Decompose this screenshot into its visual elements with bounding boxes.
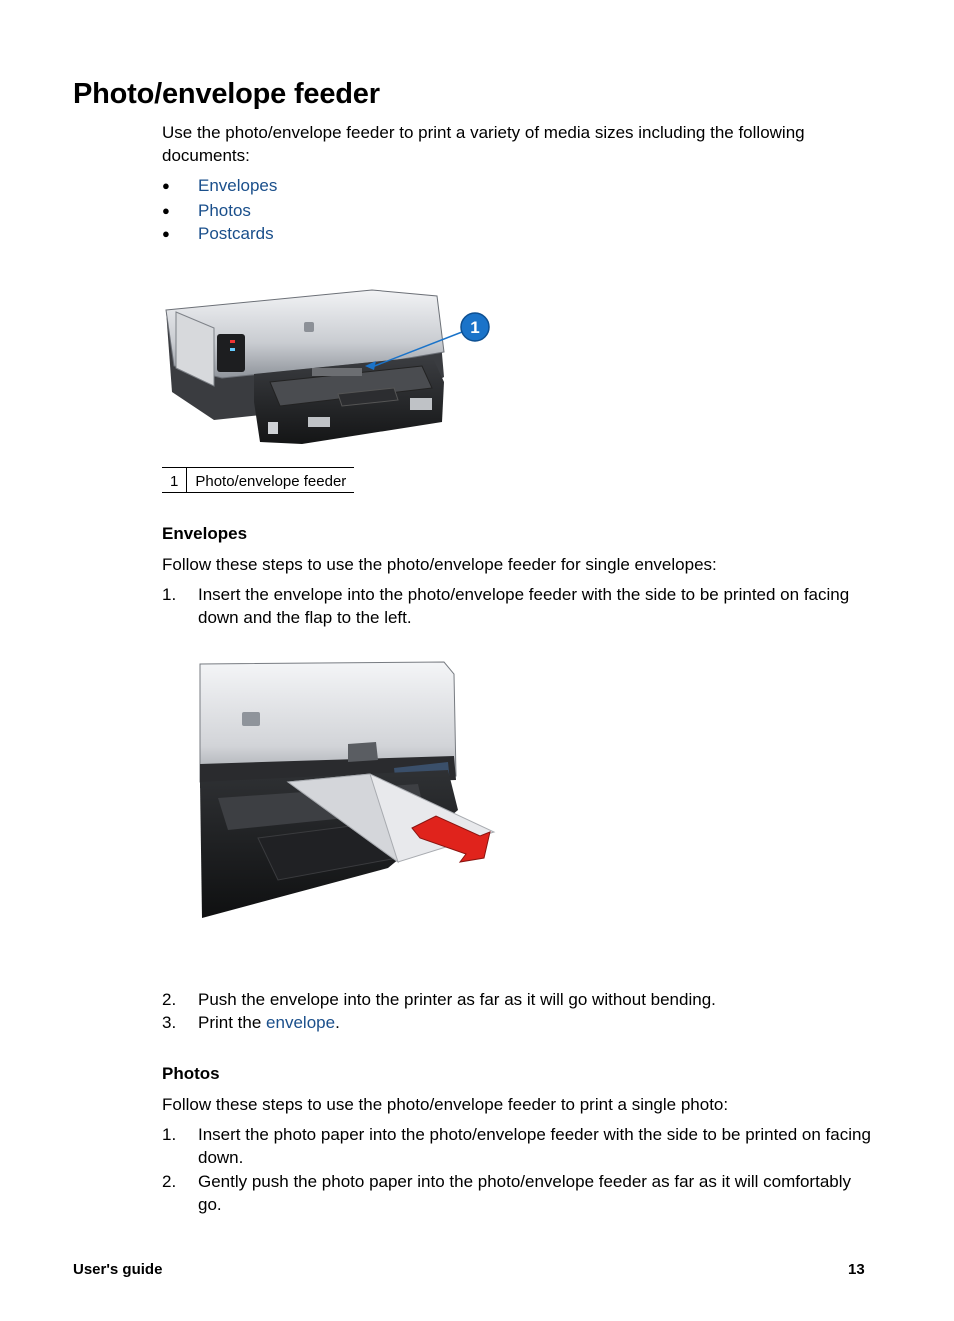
postcards-link[interactable]: Postcards (198, 224, 274, 243)
photo-step-1 (162, 1123, 872, 1169)
callout-badge-icon (459, 311, 491, 343)
envelope-step-2 (162, 988, 872, 1011)
photos-intro: Follow these steps to use the photo/envelope feeder to print a single photo: (162, 1095, 729, 1114)
photos-link[interactable]: Photos (198, 201, 251, 220)
step-text: Push the envelope into the printer as far as it will go without bending. (198, 990, 716, 1009)
step-text: Insert the envelope into the photo/envelope feeder with the side to be printed on facing down and the flap to the left. (198, 585, 850, 627)
page-title: Photo/envelope feeder (73, 78, 380, 110)
media-list (162, 174, 277, 245)
envelopes-heading: Envelopes (162, 524, 248, 543)
envelope-step-3 (162, 1011, 872, 1034)
callout-number-cell: 1 (162, 468, 187, 493)
step-number: 2. (162, 990, 177, 1009)
page-number: 13 (848, 1261, 865, 1278)
photo-step-2 (162, 1170, 872, 1216)
list-item (162, 222, 277, 245)
envelope-step-1 (162, 583, 872, 629)
footer-guide-title: User's guide (73, 1261, 163, 1278)
envelope-link[interactable]: envelope (266, 1013, 336, 1032)
step-number: 2. (162, 1172, 177, 1191)
step-number: 1. (162, 585, 177, 604)
bullet-icon: ● (162, 178, 170, 193)
step-number: 3. (162, 1013, 177, 1032)
step-text: Gently push the photo paper into the photo/envelope feeder as far as it will comfortably go. (198, 1172, 852, 1214)
intro-paragraph: Use the photo/envelope feeder to print a variety of media sizes including the following documents: (162, 123, 805, 165)
step-number: 1. (162, 1125, 177, 1144)
step-text: Print the envelope. (198, 1013, 340, 1032)
bullet-icon: ● (162, 203, 170, 218)
bullet-icon: ● (162, 226, 170, 241)
table-row (162, 468, 354, 493)
callout-table (162, 467, 354, 493)
list-item (162, 174, 277, 197)
callout-label-cell: Photo/envelope feeder (195, 473, 347, 490)
envelopes-intro: Follow these steps to use the photo/envelope feeder for single envelopes: (162, 555, 717, 574)
envelopes-link[interactable]: Envelopes (198, 176, 278, 195)
printer-illustration (162, 282, 497, 452)
photos-heading: Photos (162, 1064, 220, 1083)
callout-number: 1 (470, 318, 480, 337)
list-item (162, 199, 277, 222)
step-text: Insert the photo paper into the photo/envelope feeder with the side to be printed on facing down. (198, 1125, 871, 1167)
envelope-insertion-illustration (198, 660, 496, 920)
